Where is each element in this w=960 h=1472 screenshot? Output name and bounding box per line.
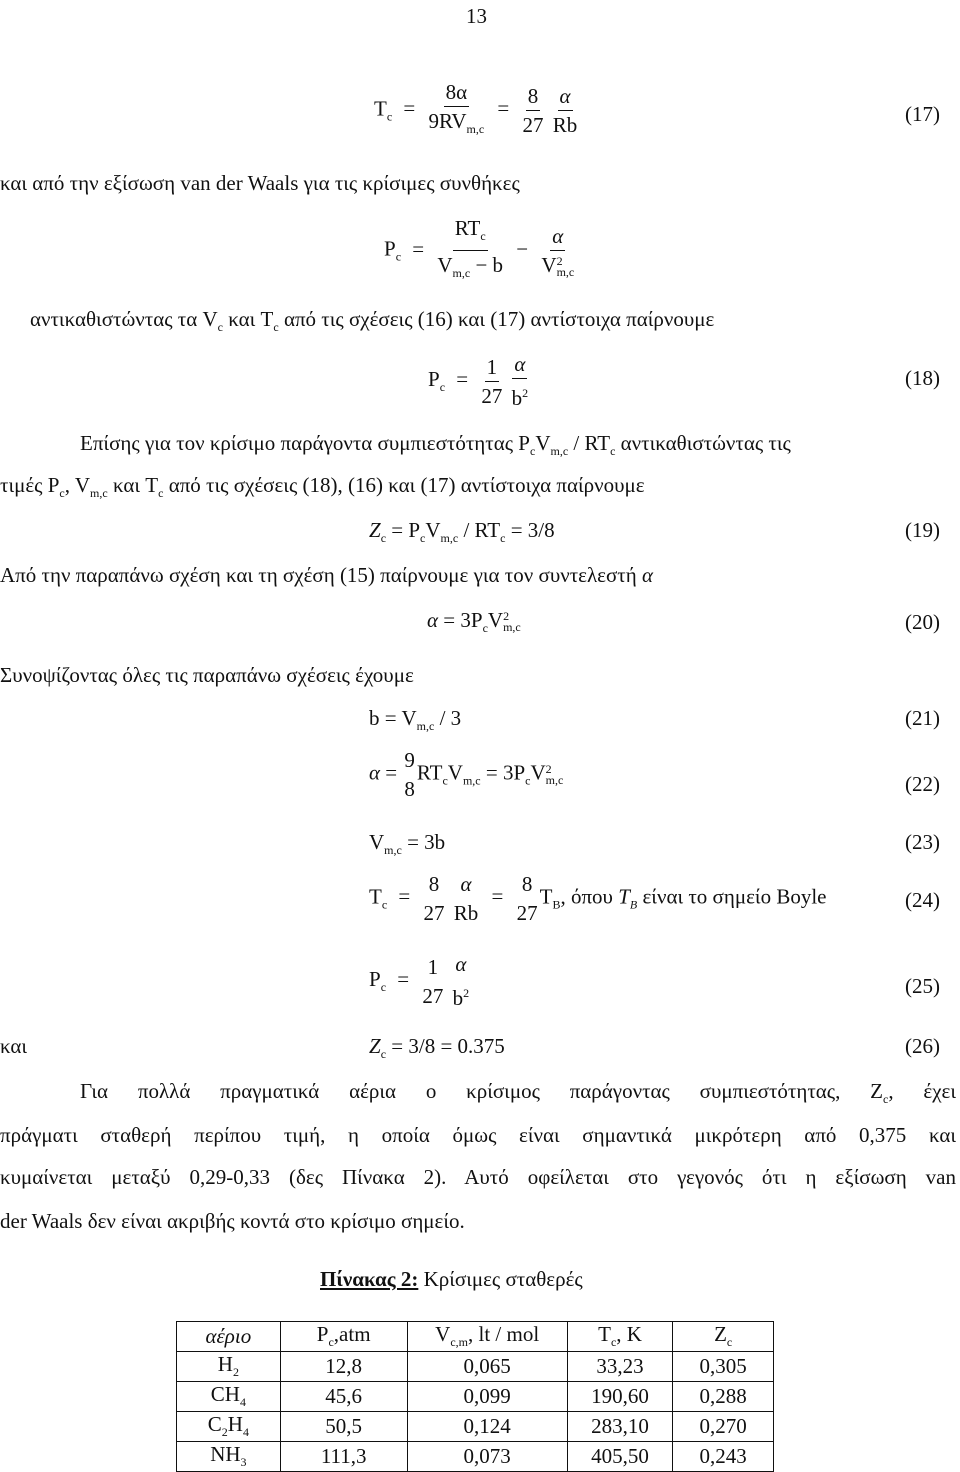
eq20-label: (20) xyxy=(905,610,940,634)
eq17-den1: $9RV_{m,c}$ xyxy=(428,109,485,137)
eq22-label: (22) xyxy=(905,772,940,796)
eq21-label: (21) xyxy=(905,706,940,730)
eq18-num2: α xyxy=(512,352,527,379)
text-line-summary: Συνοψίζοντας όλες τις παραπάνω σχέσεις έχουμε xyxy=(0,663,414,687)
table-cell-pc: 45,6 xyxy=(280,1382,407,1412)
eq17-den2: 27 xyxy=(522,113,544,138)
table-cell-zc: 0,270 xyxy=(673,1412,774,1442)
equation-18 xyxy=(428,352,530,410)
table-header-gas: αέριο xyxy=(177,1322,281,1352)
eq17-label: (17) xyxy=(905,102,940,126)
page-number: 13 xyxy=(466,4,487,28)
eq18-eq: = xyxy=(456,366,469,391)
eq17-num1: 8α xyxy=(444,80,470,107)
table-row xyxy=(177,1382,774,1412)
vdw-lhs: P xyxy=(384,236,396,261)
table-cell-gas: $H_2$ xyxy=(177,1352,281,1382)
text-para2-line3: κυμαίνεται μεταξύ 0,29-0,33 (δες Πίνακα 2). Αυτό οφείλεται στο γεγονός ότι η εξίσωση van xyxy=(0,1165,956,1189)
text-line-substitute: αντικαθιστώντας τα $V_c$ και $T_c$ από τις σχέσεις (16) και (17) αντίστοιχα παίρνουμε xyxy=(30,307,715,335)
table-header-row xyxy=(177,1322,774,1352)
eq18-den2: $b^2$ xyxy=(511,386,529,410)
eq17-lhs-sub: c xyxy=(386,109,393,124)
table-header-vcm: $V_{c,m}$, lt / mol xyxy=(407,1322,567,1352)
text-para1-line1: Επίσης για τον κρίσιμο παράγοντα συμπιεστότητας $P_cV_{m,c} / RT_c$ αντικαθιστώντας τις xyxy=(80,431,791,459)
equation-25: $P_c$ = 1 27 α $b^2$ xyxy=(369,952,470,1010)
table-cell-pc: 12,8 xyxy=(280,1352,407,1382)
table-row xyxy=(177,1352,774,1382)
eq17-num3: α xyxy=(558,84,573,111)
eq25-label: (25) xyxy=(905,974,940,998)
eq18-label: (18) xyxy=(905,366,940,390)
vdw-den2: V 2 m,c xyxy=(541,252,575,279)
text-line-alpha: Από την παραπάνω σχέση και τη σχέση (15) παίρνουμε για τον συντελεστή α xyxy=(0,563,653,587)
table-row xyxy=(177,1442,774,1472)
table-header-zc: $Z_c$ xyxy=(673,1322,774,1352)
table-cell-tc: 190,60 xyxy=(567,1382,673,1412)
eq17-eq1: = xyxy=(403,96,416,121)
table-cell-gas: $C_2H_4$ xyxy=(177,1412,281,1442)
eq17-lhs: T xyxy=(374,96,387,121)
table-cell-pc: 50,5 xyxy=(280,1412,407,1442)
table-cell-zc: 0,243 xyxy=(673,1442,774,1472)
eq18-num1: 1 xyxy=(485,355,500,382)
table-cell-gas: $NH_3$ xyxy=(177,1442,281,1472)
table-title: Πίνακας 2: Κρίσιμες σταθερές xyxy=(320,1267,583,1291)
text-line-vdw-intro: και από την εξίσωση van der Waals για τις κρίσιμες συνθήκες xyxy=(0,171,520,195)
table-cell-vcm: 0,065 xyxy=(407,1352,567,1382)
text-para2-line2: πράγματι σταθερή περίπου τιμή, η οποία όμως είναι σημαντικά μικρότερη από 0,375 και xyxy=(0,1123,956,1147)
table-cell-tc: 283,10 xyxy=(567,1412,673,1442)
eq23-label: (23) xyxy=(905,830,940,854)
vdw-minus: − xyxy=(516,236,529,261)
table-header-pc: $P_c,atm$ xyxy=(280,1322,407,1352)
vdw-lhs-sub: c xyxy=(395,249,402,264)
eq17-num2: 8 xyxy=(526,84,541,111)
vdw-eq: = xyxy=(412,236,425,261)
table-cell-vcm: 0,073 xyxy=(407,1442,567,1472)
eq26-label: (26) xyxy=(905,1034,940,1058)
vdw-num1: $RT_c$ xyxy=(453,216,488,251)
table-header-tc: $T_c$, K xyxy=(567,1322,673,1352)
table-row xyxy=(177,1412,774,1442)
eq18-den1: 27 xyxy=(481,383,503,408)
eq17-den3: Rb xyxy=(552,113,578,138)
text-para1-line2: τιμές $P_c$, $V_{m,c}$ και $T_c$ από τις σχέσεις (18), (16) και (17) αντίστοιχα παίρνουμε xyxy=(0,473,645,501)
critical-constants-table xyxy=(176,1321,774,1472)
equation-19: $Z_c = P_cV_{m,c} / RT_c = 3/8$ xyxy=(369,518,555,546)
equation-24: $T_c$ = 8 27 α Rb = 8 27 $T_B$, όπου $T_B$ είναι το σημείο Boyle xyxy=(369,872,827,925)
table-cell-pc: 111,3 xyxy=(280,1442,407,1472)
eq26-kai: και xyxy=(0,1034,28,1058)
equation-20: $\alpha = 3P_cV$ 2 m,c xyxy=(427,608,521,636)
table-cell-vcm: 0,124 xyxy=(407,1412,567,1442)
equation-21: $b = V_{m,c} / 3$ xyxy=(369,706,462,734)
table-cell-tc: 405,50 xyxy=(567,1442,673,1472)
eq17-eq2: = xyxy=(497,96,510,121)
text-para2-line4: der Waals δεν είναι ακριβής κοντά στο κρίσιμο σημείο. xyxy=(0,1209,465,1233)
eq18-lhs: P xyxy=(428,366,440,391)
equation-17 xyxy=(374,80,579,141)
vdw-den1: $V_{m,c} - b$ xyxy=(437,253,504,281)
equation-26: $Z_c = 3/8 = 0.375$ xyxy=(369,1034,505,1062)
eq18-lhs-sub: c xyxy=(439,380,446,394)
eq24-label: (24) xyxy=(905,888,940,912)
vdw-num2: α xyxy=(550,224,565,251)
table-cell-tc: 33,23 xyxy=(567,1352,673,1382)
table-cell-gas: $CH_4$ xyxy=(177,1382,281,1412)
equation-vdw xyxy=(384,216,576,285)
table-cell-zc: 0,288 xyxy=(673,1382,774,1412)
table-cell-vcm: 0,099 xyxy=(407,1382,567,1412)
equation-23: $V_{m,c} = 3b$ xyxy=(369,830,446,858)
table-cell-zc: 0,305 xyxy=(673,1352,774,1382)
equation-22: α = 9 8 $RT_cV_{m,c} = 3P_cV$ 2 m,c xyxy=(369,748,564,801)
eq19-label: (19) xyxy=(905,518,940,542)
text-para2-line1: Για πολλά πραγματικά αέρια ο κρίσιμος παράγοντας συμπιεστότητας, $Z_c$, έχει xyxy=(80,1079,957,1107)
